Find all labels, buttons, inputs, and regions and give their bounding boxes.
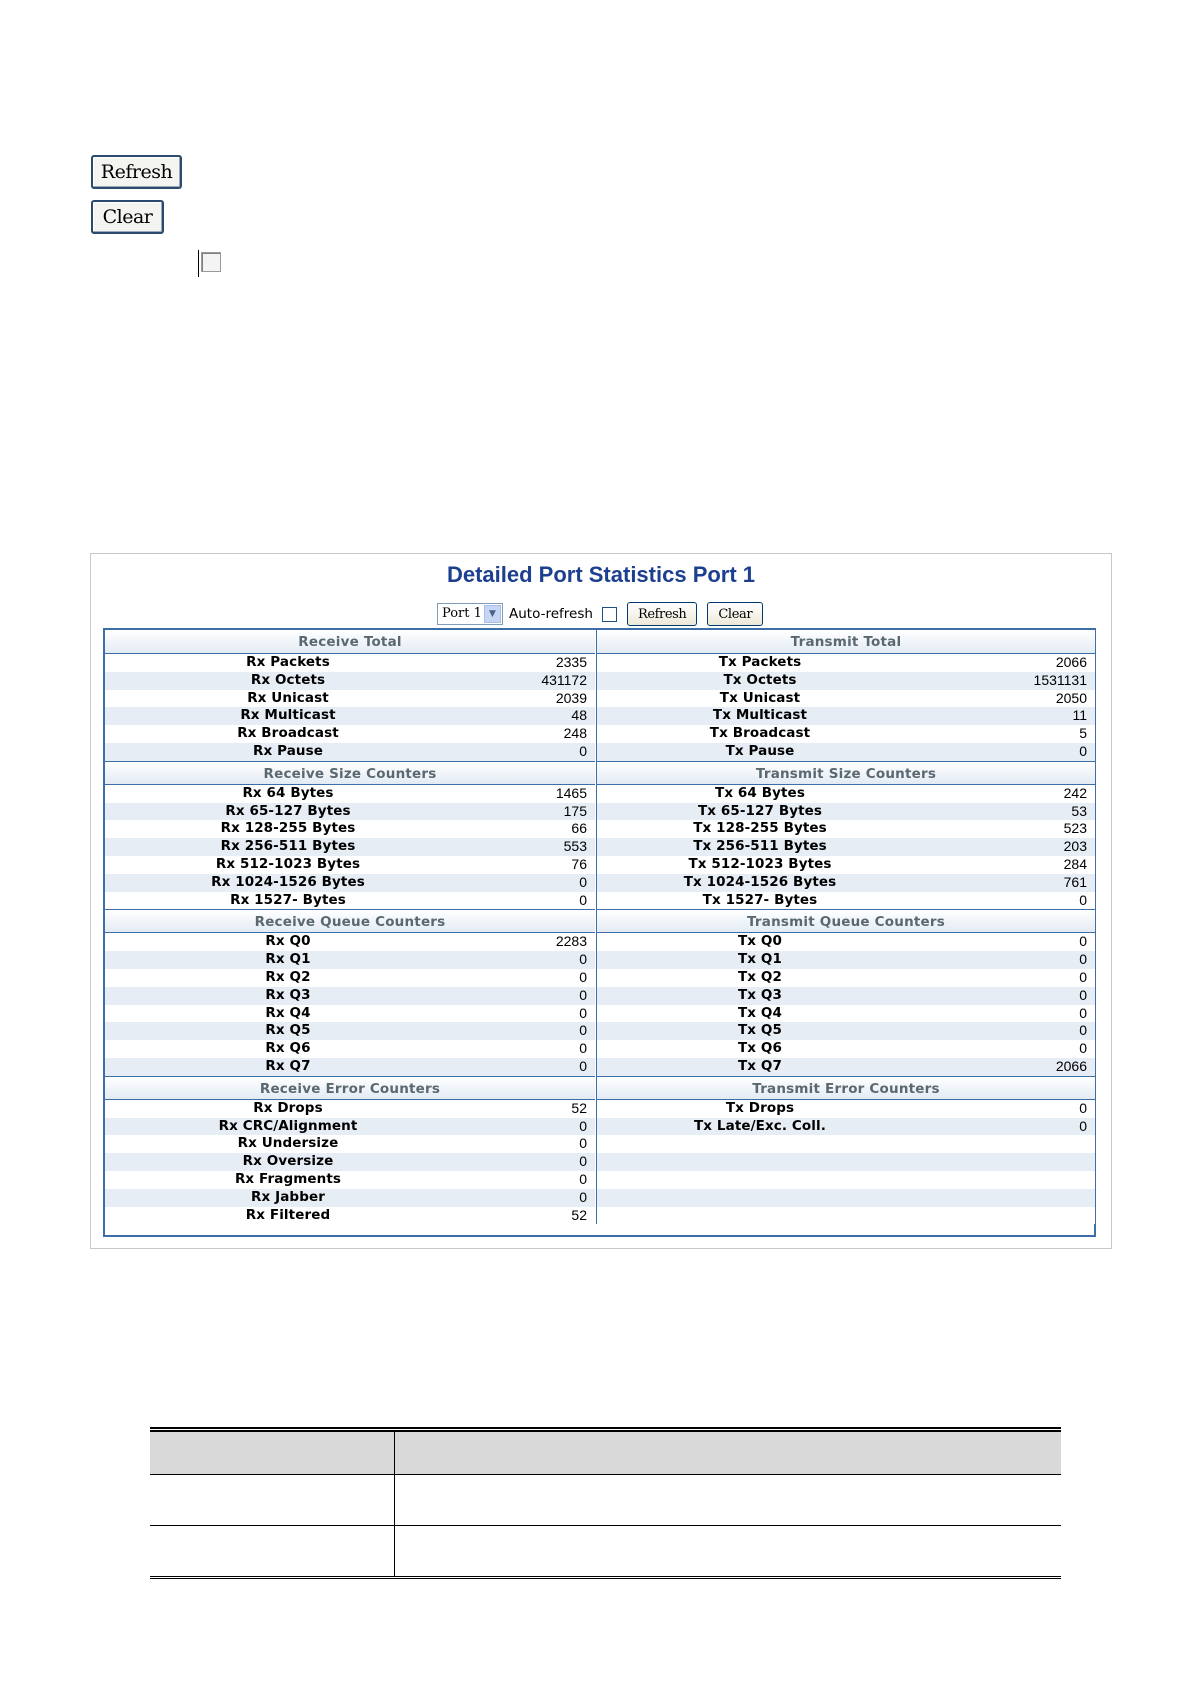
stat-label: Rx 256-511 Bytes	[220, 838, 356, 855]
description-table	[150, 1427, 1061, 1579]
stat-label: Tx 128-255 Bytes	[693, 820, 827, 837]
stat-label: Rx Multicast	[240, 707, 336, 724]
table-row	[105, 1135, 595, 1153]
stat-value: 1465	[555, 784, 587, 801]
stat-value: 0	[1079, 968, 1087, 985]
stat-label: Rx Packets	[246, 654, 330, 670]
panel-refresh-button[interactable]: Refresh	[627, 602, 697, 626]
stat-value: 761	[1063, 873, 1087, 890]
stat-label: Tx Packets	[718, 654, 802, 670]
stat-label: Rx CRC/Alignment	[218, 1117, 358, 1134]
table-row	[597, 838, 1095, 856]
stat-value: 1531131	[1033, 671, 1087, 688]
stat-value: 0	[579, 1040, 587, 1057]
auto-refresh-label: Auto-refresh	[509, 606, 593, 622]
stat-label: Tx Drops	[725, 1099, 795, 1116]
stat-value: 0	[579, 1170, 587, 1187]
stat-value: 2066	[1055, 1057, 1087, 1074]
stat-value: 52	[571, 1206, 587, 1223]
stat-value: 0	[579, 1188, 587, 1205]
stat-label: Rx Broadcast	[237, 725, 339, 742]
stat-label: Tx Q7	[738, 1057, 782, 1074]
stat-label: Rx Octets	[250, 671, 326, 688]
stat-value: 0	[1079, 1004, 1087, 1021]
stat-label: Rx Q7	[265, 1057, 311, 1074]
chevron-down-icon[interactable]: ▼	[484, 605, 501, 623]
stat-label: Rx Q5	[265, 1022, 311, 1039]
table-cell	[395, 1526, 1062, 1578]
stat-value: 0	[1079, 1040, 1087, 1057]
table-row	[597, 690, 1095, 708]
toolbar	[437, 601, 763, 627]
refresh-button[interactable]: Refresh	[91, 155, 182, 189]
stat-value: 203	[1063, 838, 1087, 855]
table-row	[597, 820, 1095, 838]
section-header: Receive Error Counters	[105, 1076, 595, 1100]
table-row	[597, 1058, 1095, 1076]
stat-label: Tx Q1	[738, 951, 782, 968]
table-row	[597, 969, 1095, 987]
stat-value: 0	[1079, 1022, 1087, 1039]
stat-label: Rx Drops	[253, 1099, 323, 1116]
table-cell	[150, 1526, 395, 1578]
stat-label: Tx Q5	[738, 1022, 782, 1039]
stat-value: 0	[579, 742, 587, 759]
detailed-port-statistics-panel	[90, 553, 1112, 1249]
table-header-row	[150, 1430, 1061, 1475]
section-header: Receive Total	[105, 630, 595, 654]
stat-label: Rx Q4	[265, 1004, 311, 1021]
table-row	[150, 1475, 1061, 1526]
stat-label: Tx Late/Exc. Coll.	[694, 1117, 826, 1134]
table-row	[597, 1100, 1095, 1118]
table-row	[597, 1153, 1095, 1171]
stat-value: 248	[563, 725, 587, 742]
stat-value: 0	[1079, 1099, 1087, 1116]
stat-label: Tx 64 Bytes	[715, 784, 805, 801]
section-header: Receive Queue Counters	[105, 909, 595, 933]
table-row	[597, 725, 1095, 743]
stat-value: 5	[1079, 725, 1087, 742]
stat-label: Tx Q2	[738, 968, 782, 985]
text-cursor	[198, 250, 199, 277]
table-row	[597, 1118, 1095, 1136]
table-row	[597, 1135, 1095, 1153]
stat-value: 0	[1079, 933, 1087, 950]
stat-label: Rx Filtered	[245, 1206, 331, 1223]
section-header: Transmit Error Counters	[597, 1076, 1095, 1100]
section-header: Transmit Total	[597, 630, 1095, 654]
stat-value: 2283	[555, 933, 587, 950]
stat-value: 0	[579, 968, 587, 985]
table-row	[597, 856, 1095, 874]
table-row	[597, 892, 1095, 910]
stat-value: 2039	[555, 689, 587, 706]
stat-value: 11	[1072, 707, 1087, 724]
stat-label: Tx Unicast	[719, 689, 801, 706]
stat-value: 0	[579, 951, 587, 968]
table-cell	[150, 1475, 395, 1526]
table-row	[105, 1189, 595, 1207]
stat-value: 0	[579, 986, 587, 1003]
transmit-column	[596, 630, 1095, 1224]
stat-label: Rx Q3	[265, 986, 311, 1003]
table-row	[597, 654, 1095, 672]
stat-value: 0	[579, 1057, 587, 1074]
stat-value: 431172	[541, 671, 587, 688]
stat-label: Tx Q0	[738, 933, 782, 950]
stat-value: 2066	[1055, 654, 1087, 670]
stat-label: Tx 1527- Bytes	[702, 891, 818, 908]
stat-label: Tx Q4	[738, 1004, 782, 1021]
section-header: Transmit Size Counters	[597, 761, 1095, 785]
table-row	[105, 1207, 595, 1225]
stat-value: 175	[563, 802, 587, 819]
table-row	[150, 1526, 1061, 1578]
auto-refresh-checkbox[interactable]	[201, 252, 221, 272]
statistics-table	[103, 628, 1096, 1237]
auto-refresh-checkbox[interactable]	[602, 607, 617, 622]
stat-value: 53	[1071, 802, 1087, 819]
table-row	[597, 933, 1095, 951]
stat-label: Rx 65-127 Bytes	[225, 802, 351, 819]
stat-label: Rx 128-255 Bytes	[220, 820, 356, 837]
stat-label: Rx Jabber	[251, 1188, 325, 1205]
table-header-cell	[150, 1430, 395, 1475]
table-row	[597, 803, 1095, 821]
stat-value: 0	[579, 1022, 587, 1039]
table-row	[597, 987, 1095, 1005]
stat-label: Tx 256-511 Bytes	[693, 838, 827, 855]
port-select-value: Port 1	[442, 606, 482, 621]
stat-label: Tx Broadcast	[709, 725, 811, 742]
stat-value: 0	[1079, 986, 1087, 1003]
stat-label: Rx Q1	[265, 951, 311, 968]
stat-label: Rx Undersize	[237, 1135, 339, 1152]
clear-button[interactable]: Clear	[91, 200, 164, 234]
stat-label: Rx 1024-1526 Bytes	[211, 873, 365, 890]
table-row	[105, 1171, 595, 1189]
port-select[interactable]	[437, 603, 503, 625]
stat-label: Rx 1527- Bytes	[230, 891, 346, 908]
table-row	[597, 672, 1095, 690]
stat-label: Tx 65-127 Bytes	[697, 802, 823, 819]
stat-value: 0	[1079, 1117, 1087, 1134]
stat-value: 0	[579, 1117, 587, 1134]
stat-value: 48	[571, 707, 587, 724]
stat-label: Rx 64 Bytes	[242, 784, 334, 801]
stat-label: Tx Multicast	[712, 707, 808, 724]
table-row	[597, 1171, 1095, 1189]
stat-label: Rx Oversize	[242, 1153, 334, 1170]
table-row	[597, 1005, 1095, 1023]
stat-value: 2335	[555, 654, 587, 670]
table-row	[597, 785, 1095, 803]
table-row	[597, 1022, 1095, 1040]
stat-value: 76	[571, 855, 587, 872]
stat-value: 0	[579, 1153, 587, 1170]
table-row	[597, 743, 1095, 761]
stat-value: 523	[1063, 820, 1087, 837]
stat-label: Rx Q0	[265, 933, 311, 950]
stat-label: Tx Octets	[723, 671, 797, 688]
stat-value: 66	[571, 820, 587, 837]
stat-label: Tx 1024-1526 Bytes	[683, 873, 837, 890]
stat-value: 0	[1079, 742, 1087, 759]
stat-value: 0	[1079, 951, 1087, 968]
stat-label: Rx Unicast	[247, 689, 329, 706]
stat-value: 284	[1063, 855, 1087, 872]
table-row	[597, 951, 1095, 969]
stat-value: 0	[579, 1135, 587, 1152]
table-row	[597, 874, 1095, 892]
stat-label: Tx Q3	[738, 986, 782, 1003]
panel-clear-button[interactable]: Clear	[707, 602, 763, 626]
table-row	[105, 1153, 595, 1171]
stat-label: Rx Fragments	[234, 1170, 342, 1187]
stat-label: Rx Q2	[265, 968, 311, 985]
stat-value: 0	[579, 873, 587, 890]
section-header: Transmit Queue Counters	[597, 909, 1095, 933]
stat-value: 0	[579, 891, 587, 908]
section-header: Receive Size Counters	[105, 761, 595, 785]
table-row	[597, 707, 1095, 725]
table-header-cell	[395, 1430, 1062, 1475]
stat-label: Tx Q6	[738, 1040, 782, 1057]
stat-label: Tx Pause	[725, 742, 795, 759]
stat-value: 0	[1079, 891, 1087, 908]
stat-label: Rx Q6	[265, 1040, 311, 1057]
stat-value: 2050	[1055, 689, 1087, 706]
table-row	[597, 1040, 1095, 1058]
page-title: Detailed Port Statistics Port 1	[446, 562, 756, 587]
stat-value: 0	[579, 1004, 587, 1021]
table-row	[597, 1207, 1095, 1225]
table-row	[597, 1189, 1095, 1207]
stat-value: 242	[1063, 784, 1087, 801]
stat-label: Rx 512-1023 Bytes	[215, 855, 361, 872]
stat-label: Tx 512-1023 Bytes	[688, 855, 832, 872]
stat-value: 52	[571, 1099, 587, 1116]
stat-label: Rx Pause	[252, 742, 324, 759]
table-cell	[395, 1475, 1062, 1526]
stat-value: 553	[563, 838, 587, 855]
